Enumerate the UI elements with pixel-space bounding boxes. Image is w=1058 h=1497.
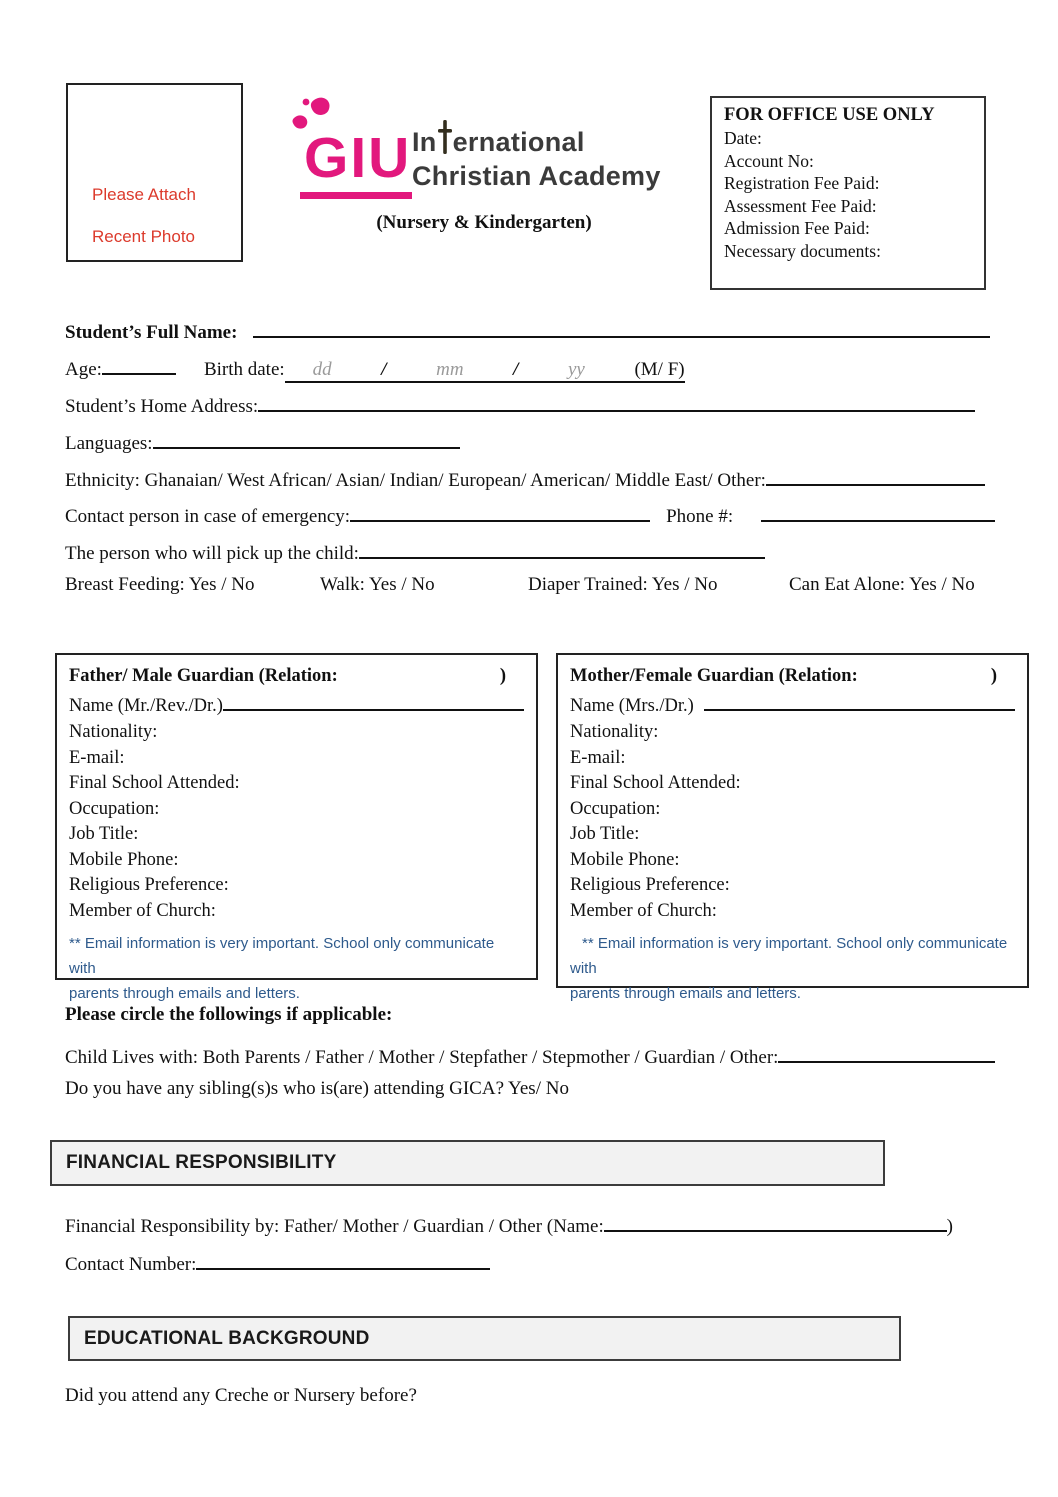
breast-feeding-option: Breast Feeding: Yes / No [65,574,255,595]
office-field-account-no: Account No: [724,150,814,171]
full-name-label: Student’s Full Name: [65,321,238,343]
mother-email-note [570,931,1015,1006]
father-email: E-mail: [69,747,125,768]
phone-blank [761,500,995,522]
mother-email: E-mail: [570,747,626,768]
mother-name-label: Name (Mrs./Dr.) [570,696,694,717]
ethnicity-line [65,464,985,492]
home-address-blank [258,390,975,412]
emergency-contact-line [65,500,995,528]
logo-name-post: ernational [452,127,585,157]
financial-by-label: Financial Responsibility by: Father/ Mother / Guardian / Other (Name: [65,1215,604,1237]
ethnicity-label: Ethnicity: Ghanaian/ West African/ Asian/ Indian/ European/ American/ Middle East/ Other: [65,469,766,491]
father-member-of-church: Member of Church: [69,900,216,921]
pickup-person-line [65,537,765,565]
father-mobile-phone: Mobile Phone: [69,849,179,870]
mother-occupation: Occupation: [570,798,661,819]
full-name-blank [253,316,990,338]
father-email-note-line1: ** Email information is very important. School only communicate with [69,935,495,978]
date-slash-2: / [513,358,519,380]
child-lives-with-label: Child Lives with: Both Parents / Father / Mother / Stepfather / Stepmother / Guardian / Other: [65,1046,779,1068]
logo-underline [300,192,412,199]
mother-box-title [570,663,1015,690]
pickup-label: The person who will pick up the child: [65,542,359,564]
office-use-box [710,96,986,290]
full-name-line [65,316,990,344]
father-nationality: Nationality: [69,722,158,743]
financial-name-blank [604,1210,947,1232]
logo-name-pre: In [412,127,437,157]
logo-name-line2: Christian Academy [412,161,661,191]
age-label: Age: [65,358,102,380]
office-field-admission-fee: Admission Fee Paid: [724,218,870,238]
pickup-blank [359,537,765,559]
mother-email-note-line1: ** Email information is very important. School only communicate with [570,935,1008,978]
gender-label: (M/ F) [634,358,685,380]
phone-label: Phone #: [666,505,734,527]
emergency-label: Contact person in case of emergency: [65,505,351,527]
office-field-necessary-documents: Necessary documents: [724,240,881,261]
office-field-date: Date: [724,128,762,148]
home-address-line [65,390,975,418]
birth-date-blank [285,359,685,383]
father-email-note-line2: parents through emails and letters. [69,985,300,1003]
mother-email-note-line2: parents through emails and letters. [570,985,801,1003]
financial-responsibility-header: FINANCIAL RESPONSIBILITY [50,1140,885,1186]
walk-option: Walk: Yes / No [320,574,435,595]
office-field-registration-fee: Registration Fee Paid: [724,173,880,193]
educational-background-header: EDUCATIONAL BACKGROUND [68,1316,901,1361]
father-name-line [69,690,524,720]
father-title-close-paren: ) [499,666,506,686]
age-birthdate-line [65,353,685,383]
father-name-blank [223,690,524,711]
logo-acronym: GIU [304,126,412,190]
diaper-trained-option: Diaper Trained: Yes / No [528,574,718,595]
emergency-name-blank [350,500,650,522]
languages-blank [153,427,460,449]
mother-nationality: Nationality: [570,722,659,743]
school-logo [288,100,680,245]
languages-line [65,427,460,455]
father-guardian-box [55,653,538,1003]
photo-attach-box [66,83,243,262]
creche-question: Did you attend any Creche or Nursery before? [65,1385,417,1406]
dd-placeholder: dd [312,358,332,380]
mother-religious-preference: Religious Preference: [570,875,730,896]
mother-mobile-phone: Mobile Phone: [570,849,680,870]
logo-subtitle: (Nursery & Kindergarten) [376,212,592,233]
mother-member-of-church: Member of Church: [570,900,717,921]
office-field-assessment-fee: Assessment Fee Paid: [724,195,877,216]
cross-icon [438,120,452,161]
age-blank [102,353,176,375]
languages-label: Languages: [65,432,153,454]
financial-close-paren: ) [946,1215,953,1237]
father-final-school: Final School Attended: [69,773,240,794]
mother-job-title: Job Title: [570,824,640,845]
can-eat-alone-option: Can Eat Alone: Yes / No [789,574,975,595]
office-use-title: FOR OFFICE USE ONLY [724,105,935,125]
logo-school-name [412,120,661,192]
birth-date-label: Birth date: [203,358,285,380]
father-religious-preference: Religious Preference: [69,875,229,896]
photo-attach-text-line2: Recent Photo [92,227,196,246]
home-address-label: Student’s Home Address: [65,395,259,417]
father-title-label: Father/ Male Guardian (Relation: [69,666,338,686]
contact-number-line [65,1248,490,1276]
father-name-label: Name (Mr./Rev./Dr.) [69,696,223,717]
yy-placeholder: yy [568,358,585,380]
mother-name-line [570,690,1015,720]
contact-number-blank [196,1248,490,1270]
financial-by-line [65,1210,953,1238]
father-email-note [69,931,524,1006]
father-box-title [69,663,524,690]
child-lives-with-line [65,1041,995,1069]
mother-guardian-box [556,653,1029,1003]
lives-with-other-blank [778,1041,995,1063]
father-occupation: Occupation: [69,798,160,819]
date-slash-1: / [381,358,387,380]
ethnicity-other-blank [766,464,985,486]
mother-final-school: Final School Attended: [570,773,741,794]
mother-title-label: Mother/Female Guardian (Relation: [570,666,858,686]
mother-name-blank [704,690,1015,711]
father-job-title: Job Title: [69,824,139,845]
circle-section-heading: Please circle the followings if applicable: [65,1004,393,1025]
photo-attach-text-line1: Please Attach [92,185,196,204]
mm-placeholder: mm [436,358,464,380]
siblings-question: Do you have any sibling(s)s who is(are) attending GICA? Yes/ No [65,1078,569,1099]
contact-number-label: Contact Number: [65,1253,197,1275]
mother-title-close-paren: ) [990,666,997,686]
